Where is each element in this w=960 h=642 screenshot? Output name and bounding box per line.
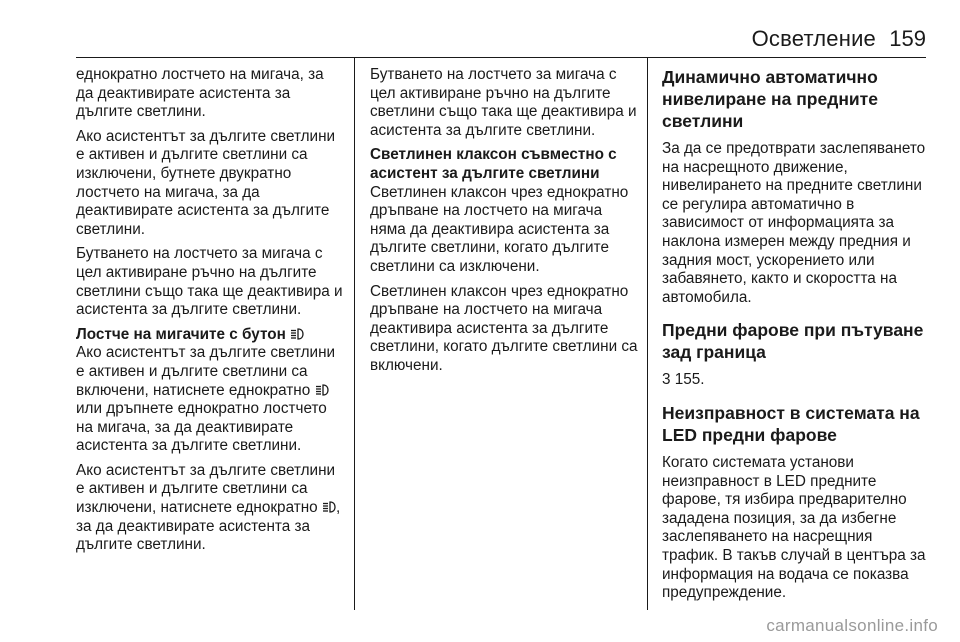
page-number: 159 <box>889 26 926 51</box>
high-beam-icon <box>322 501 336 513</box>
section-heading: Неизправност в системата на LED предни фарове <box>662 402 920 445</box>
paragraph: За да се предотврати заслепяването на насрещното движение, нивелирането на предните светлини се регулира автоматично в зависимост от информацията за наклона измерен между предния и задния мост, ускорението или забавянето, както и скоростта на автомобила. <box>662 140 926 306</box>
paragraph: Когато системата установи неизправност в LED предните фарове, тя избира предварително зададена позиция, за да избегне заслепяването на насрещния трафик. В такъв случай в центъра за информация на водача се показва предупреждение. <box>662 453 926 602</box>
page-reference[interactable]: 3 155. <box>662 371 705 389</box>
high-beam-icon <box>290 328 304 340</box>
section-heading: Предни фарове при пътуване зад граница <box>662 320 924 363</box>
subheading: Светлинен клаксон съвместно с асистент за дългите светлини <box>370 146 617 182</box>
paragraph: еднократно лостчето на мигача, за да деактивирате асистента за дългите светлини. <box>76 66 324 121</box>
subheading: Лостче на мигачите с бутон <box>76 326 344 345</box>
column-1 <box>76 66 344 561</box>
column-divider <box>647 57 648 610</box>
column-3 <box>662 66 930 609</box>
column-2 <box>370 66 638 382</box>
header-rule <box>76 57 926 58</box>
watermark: carmanualsonline.info <box>766 616 938 635</box>
paragraph: Светлинен клаксон чрез еднократно дръпване на лостчето на мигача няма да деактивира асистента за дългите светлини, когато дългите светлини са изключени. <box>370 183 629 275</box>
paragraph: Ако асистентът за дългите светлини е активен и дългите светлини са включени, натиснете еднократно или дръпнете еднократно лостчето на мигача, за да деактивирате асистента за дългите светлини. <box>76 344 336 455</box>
section-heading: Динамично автоматично нивелиране на предните светлини <box>662 67 878 131</box>
paragraph: Ако асистентът за дългите светлини е активен и дългите светлини са изключени, натиснете еднократно , за да деактивирате асистента за дългите светлини. <box>76 461 341 554</box>
paragraph: Бутването на лостчето за мигача с цел активиране ръчно на дългите светлини също така ще деактивира и асистента за дългите светлини. <box>76 245 343 319</box>
paragraph: Ако асистентът за дългите светлини е активен и дългите светлини са изключени, бутнете двукратно лостчето на мигача, за да деактивирате асистента за дългите светлини. <box>76 127 336 238</box>
section-title: Осветление <box>751 26 876 51</box>
high-beam-icon <box>315 384 329 396</box>
paragraph: Светлинен клаксон чрез еднократно дръпване на лостчето на мигача деактивира асистента за дългите светлини, когато дългите светлини са включени. <box>370 282 638 374</box>
column-divider <box>354 57 355 610</box>
reference-arrow-icon: 3 <box>662 371 671 389</box>
paragraph: Бутването на лостчето за мигача с цел активиране ръчно на дългите светлини също така ще деактивира и асистента за дългите светлини. <box>370 66 637 139</box>
